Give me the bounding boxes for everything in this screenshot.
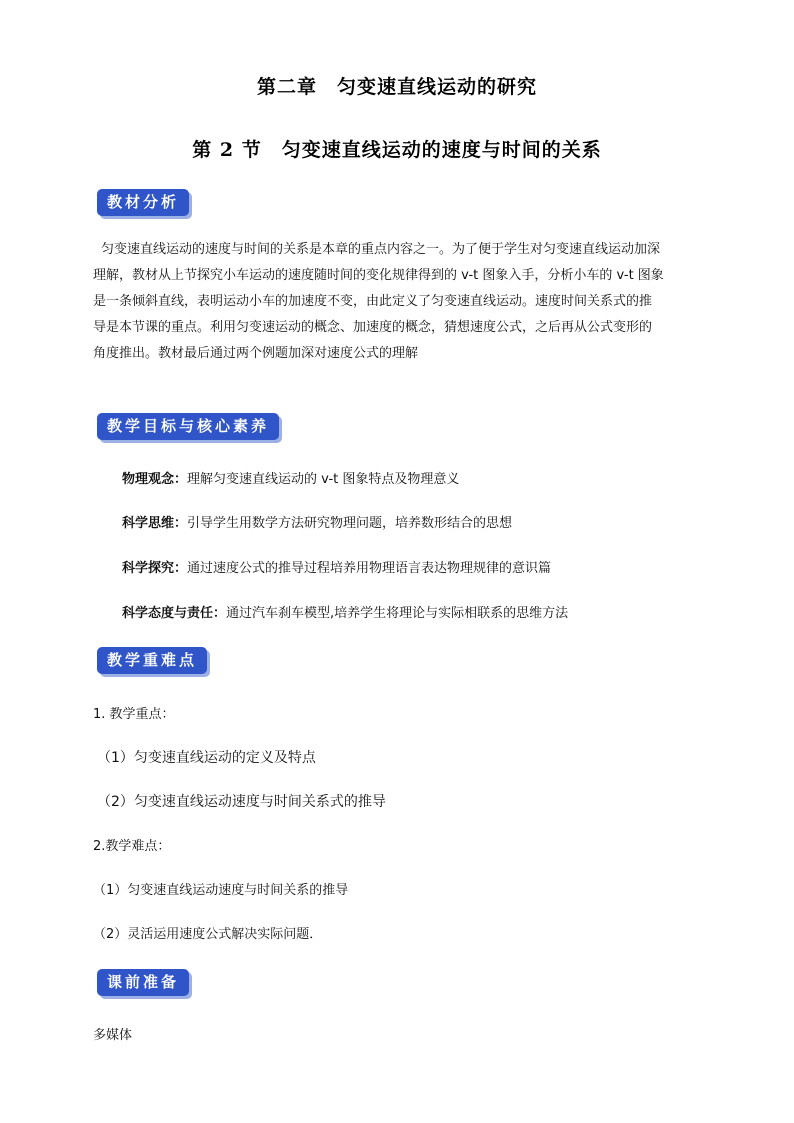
chapter-title: 第二章 匀变速直线运动的研究 xyxy=(256,76,537,98)
goal-label: 物理观念： xyxy=(122,472,188,487)
analysis-line: 导是本节课的重点。利用匀变速运动的概念、加速度的概念，猜想速度公式，之后再从公式变形的 xyxy=(93,320,653,335)
goal-text: 通过速度公式的推导过程培养用物理语言表达物理规律的意识篇 xyxy=(187,561,552,576)
analysis-paragraph xyxy=(93,237,705,367)
goals-heading-badge: 教学目标与核心素养 xyxy=(97,413,279,440)
difficulty-title: 2.教学难点： xyxy=(93,839,171,854)
focus-item: （2）匀变速直线运动速度与时间关系式的推导 xyxy=(97,794,386,810)
focus-title: 1. 教学重点： xyxy=(93,707,175,722)
prep-heading-badge: 课前准备 xyxy=(97,969,189,996)
analysis-line: 理解，教材从上节探究小车运动的速度随时间的变化规律得到的 v-t 图象入手，分析小车的 v-t 图象 xyxy=(93,268,664,283)
analysis-line: 角度推出。教材最后通过两个例题加深对速度公式的理解 xyxy=(93,346,419,361)
goal-text: 引导学生用数学方法研究物理问题，培养数形结合的思想 xyxy=(187,516,513,531)
goal-label: 科学探究： xyxy=(122,561,188,576)
goal-label: 科学态度与责任： xyxy=(122,606,227,621)
key-points-heading-badge: 教学重难点 xyxy=(97,647,207,674)
goal-label: 科学思维： xyxy=(122,516,188,531)
goal-text: 通过汽车刹车模型,培养学生将理论与实际相联系的思维方法 xyxy=(226,606,569,621)
goal-item xyxy=(122,468,459,487)
difficulty-item: （2）灵活运用速度公式解决实际问题． xyxy=(93,927,323,942)
analysis-line: 是一条倾斜直线，表明运动小车的加速度不变，由此定义了匀变速直线运动。速度时间关系式的推 xyxy=(93,294,653,309)
prep-text: 多媒体 xyxy=(93,1028,133,1043)
analysis-line: 匀变速直线运动的速度与时间的关系是本章的重点内容之一。为了便于学生对匀变速直线运动加深 xyxy=(101,242,661,257)
goal-item xyxy=(122,602,568,621)
focus-item: （1）匀变速直线运动的定义及特点 xyxy=(97,750,316,766)
difficulty-item: （1）匀变速直线运动速度与时间关系的推导 xyxy=(93,883,349,898)
analysis-heading-badge: 教材分析 xyxy=(97,189,189,216)
section-title: 第 2 节 匀变速直线运动的速度与时间的关系 xyxy=(192,139,602,161)
goal-item xyxy=(122,557,551,576)
goal-text: 理解匀变速直线运动的 v-t 图象特点及物理意义 xyxy=(187,472,460,487)
goal-item xyxy=(122,512,512,531)
